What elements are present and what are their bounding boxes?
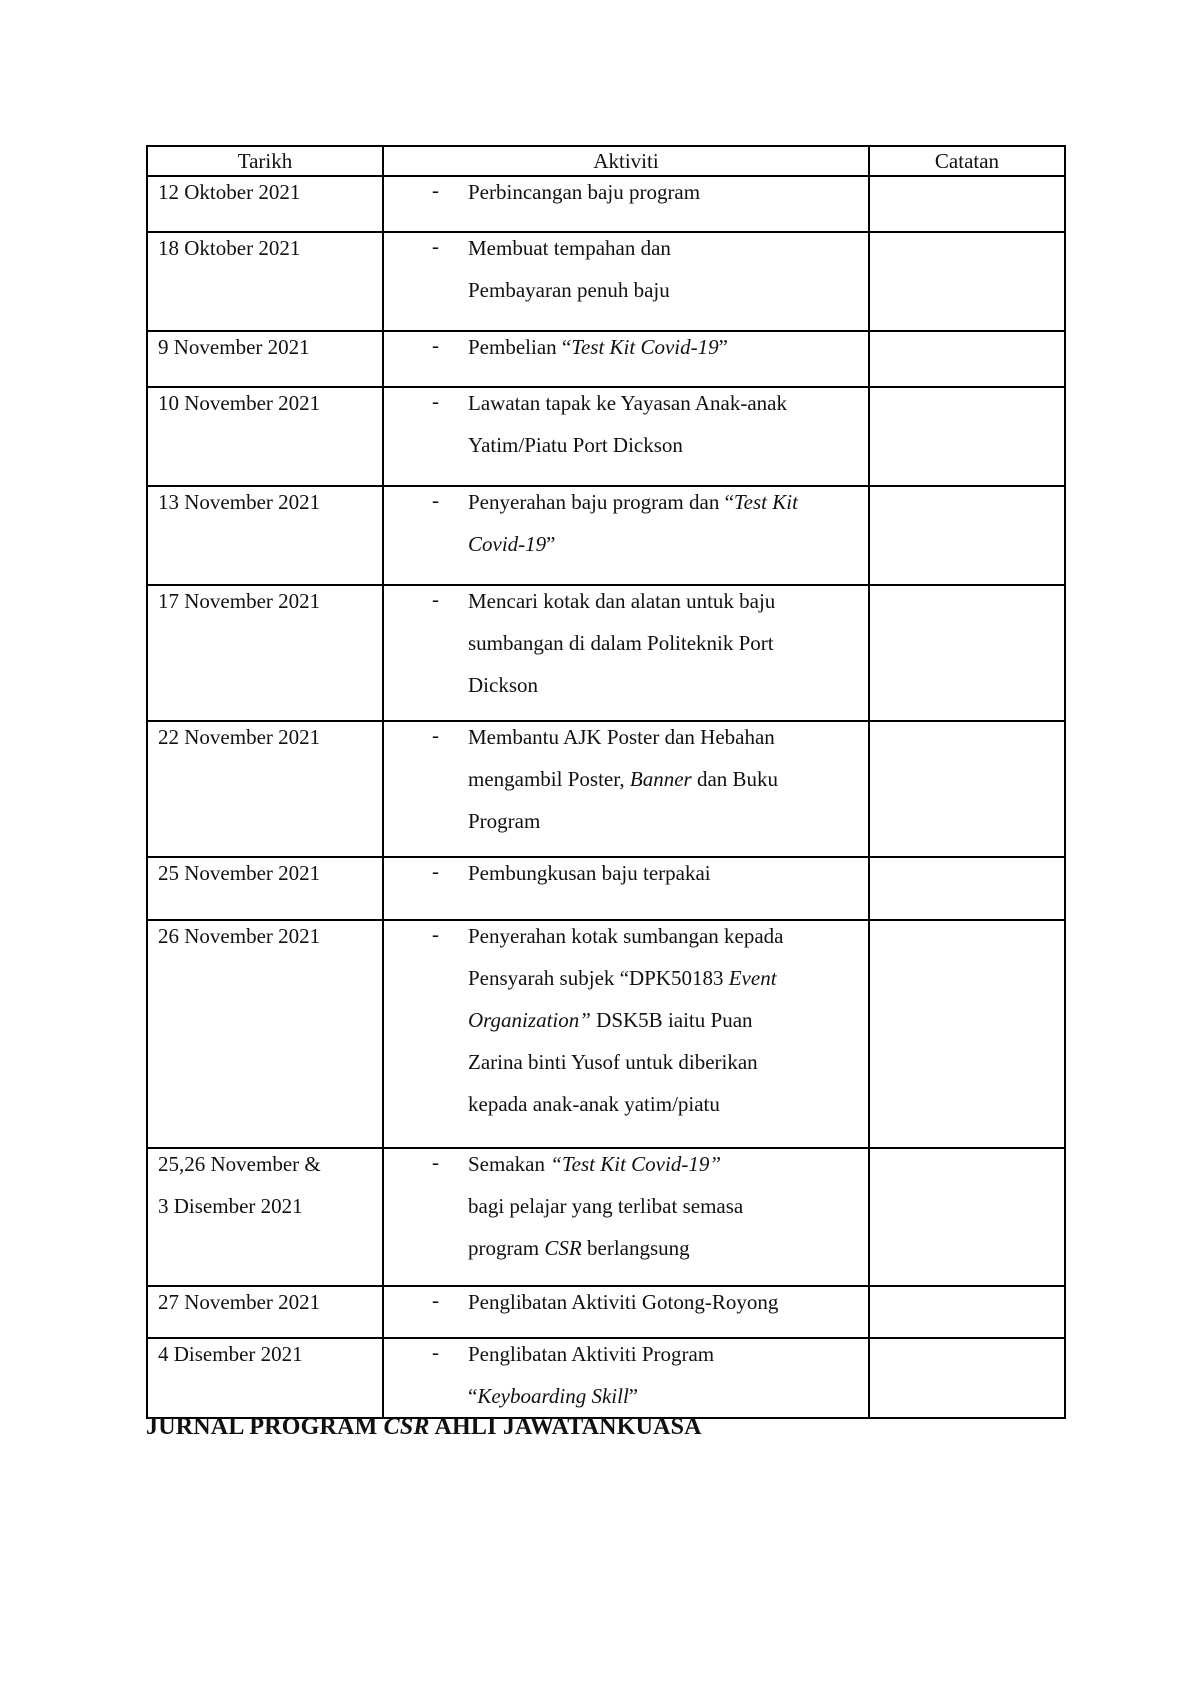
activity-line [468,1143,858,1185]
notes-cell [869,232,1065,331]
activity-line [468,1375,858,1417]
activity-line [468,326,858,368]
activity-line [468,758,858,800]
activity-text: bagi pelajar yang terlibat semasa [468,1194,744,1218]
bullet-dash: - [432,1150,439,1174]
activity-cell [383,176,869,232]
title-italic: CSR [383,1414,430,1440]
date-text: 25 November 2021 [158,861,321,885]
activity-line [468,800,858,842]
activity-cell [383,1338,869,1418]
activity-text-italic: CSR [544,1236,582,1260]
activity-cell [383,721,869,857]
table-body [147,176,1065,1418]
activity-text: ” [718,335,728,359]
date-text: 10 November 2021 [158,391,321,415]
activity-text-italic: Covid-19 [468,532,547,556]
table-row [147,387,1065,486]
date-cell [147,387,383,486]
header-tarikh: Tarikh [147,146,383,176]
date-cell [147,1148,383,1286]
document-title [146,1414,702,1441]
bullet-dash: - [432,488,439,512]
date-cell [147,721,383,857]
activity-line [468,1333,858,1375]
activity-line [468,1185,858,1227]
activity-line [468,664,858,706]
activity-text: Mencari kotak dan alatan untuk baju [468,589,776,613]
bullet-dash: - [432,1340,439,1364]
date-text: 13 November 2021 [158,490,321,514]
bullet-dash: - [432,587,439,611]
notes-cell [869,857,1065,920]
date-cell [147,857,383,920]
bullet-dash: - [432,922,439,946]
date-text: 17 November 2021 [158,589,321,613]
activity-text: dan Buku [691,767,779,791]
bullet-dash: - [432,1288,439,1312]
activity-text-italic: Test Kit [733,490,798,514]
activity-line [468,382,858,424]
notes-cell [869,1286,1065,1338]
activity-text-italic: Organization” [468,1008,591,1032]
date-text: 9 November 2021 [158,335,310,359]
activity-text-italic: Event [728,966,777,990]
table-row [147,232,1065,331]
table-row [147,721,1065,857]
notes-cell [869,721,1065,857]
activity-line [468,227,858,269]
date-cell [147,331,383,387]
table-row [147,920,1065,1148]
activity-text: DSK5B iaitu Puan [590,1008,753,1032]
title-prefix: JURNAL PROGRAM [146,1414,384,1440]
date-text: 4 Disember 2021 [158,1342,303,1366]
date-cell [147,920,383,1148]
title-suffix: AHLI JAWATANKUASA [429,1414,702,1440]
activity-line [468,269,858,311]
notes-cell [869,331,1065,387]
activity-text: Dickson [468,673,538,697]
activity-line [468,1227,858,1269]
activity-text: Pembayaran penuh baju [468,278,670,302]
activity-line [468,1041,858,1083]
notes-cell [869,920,1065,1148]
activity-text: Penglibatan Aktiviti Program [468,1342,715,1366]
bullet-dash: - [432,389,439,413]
bullet-dash: - [432,234,439,258]
table-row [147,1148,1065,1286]
date-cell [147,585,383,721]
activity-line [468,915,858,957]
header-aktiviti: Aktiviti [383,146,869,176]
activity-cell [383,1148,869,1286]
activity-text: Membuat tempahan dan [468,236,671,260]
activity-text: kepada anak-anak yatim/piatu [468,1092,720,1116]
notes-cell [869,387,1065,486]
activity-text: Pensyarah subjek “DPK50183 [468,966,729,990]
activity-cell [383,585,869,721]
activity-text: Lawatan tapak ke Yayasan Anak-anak [468,391,787,415]
notes-cell [869,1338,1065,1418]
activity-text: Zarina binti Yusof untuk diberikan [468,1050,758,1074]
date-text: 25,26 November & 3 Disember 2021 [158,1152,321,1218]
activity-line [468,852,858,894]
date-cell [147,176,383,232]
date-cell [147,486,383,585]
activity-cell [383,920,869,1148]
activity-line [468,481,858,523]
activity-text: Yatim/Piatu Port Dickson [468,433,683,457]
activity-text: ” [546,532,556,556]
activity-text-italic: Test Kit Covid-19 [571,335,719,359]
table-row [147,1338,1065,1418]
notes-cell [869,176,1065,232]
activity-line [468,622,858,664]
activity-cell [383,486,869,585]
activity-line [468,1281,858,1323]
activity-text: Membantu AJK Poster dan Hebahan [468,725,775,749]
activity-line [468,523,858,565]
date-cell [147,1286,383,1338]
bullet-dash: - [432,333,439,357]
bullet-dash: - [432,178,439,202]
table-row [147,857,1065,920]
activity-cell [383,331,869,387]
activity-text-italic: Keyboarding Skill [477,1384,629,1408]
date-text: 12 Oktober 2021 [158,180,301,204]
notes-cell [869,486,1065,585]
notes-cell [869,1148,1065,1286]
activity-text: Program [468,809,541,833]
activity-text: Perbincangan baju program [468,180,701,204]
date-cell [147,232,383,331]
header-catatan: Catatan [869,146,1065,176]
bullet-dash: - [432,723,439,747]
activity-text: program [468,1236,545,1260]
activity-text-italic: Banner [629,767,692,791]
activity-text: berlangsung [581,1236,690,1260]
activity-cell [383,232,869,331]
activity-text: sumbangan di dalam Politeknik Port [468,631,774,655]
activity-text: Semakan [468,1152,551,1176]
activity-text: “ [468,1384,478,1408]
activity-text: Penyerahan kotak sumbangan kepada [468,924,784,948]
notes-cell [869,585,1065,721]
table-row [147,176,1065,232]
activity-line [468,957,858,999]
date-cell [147,1338,383,1418]
activity-text: Pembelian “ [468,335,572,359]
bullet-dash: - [432,859,439,883]
date-text: 26 November 2021 [158,924,321,948]
activity-text: Penyerahan baju program dan “ [468,490,734,514]
activity-text: Penglibatan Aktiviti Gotong-Royong [468,1290,779,1314]
activity-line [468,171,858,213]
date-text: 18 Oktober 2021 [158,236,301,260]
journal-table [146,145,1066,1419]
activity-line [468,424,858,466]
activity-cell [383,387,869,486]
table-row [147,486,1065,585]
activity-text-italic: “Test Kit Covid-19” [550,1152,722,1176]
activity-cell [383,857,869,920]
activity-text: ” [628,1384,639,1408]
activity-line [468,1083,858,1125]
activity-line [468,999,858,1041]
date-text: 27 November 2021 [158,1290,321,1314]
activity-line [468,580,858,622]
table-row [147,331,1065,387]
date-text: 22 November 2021 [158,725,321,749]
activity-text: Pembungkusan baju terpakai [468,861,711,885]
activity-text: mengambil Poster, [468,767,630,791]
activity-line [468,716,858,758]
table-row [147,585,1065,721]
